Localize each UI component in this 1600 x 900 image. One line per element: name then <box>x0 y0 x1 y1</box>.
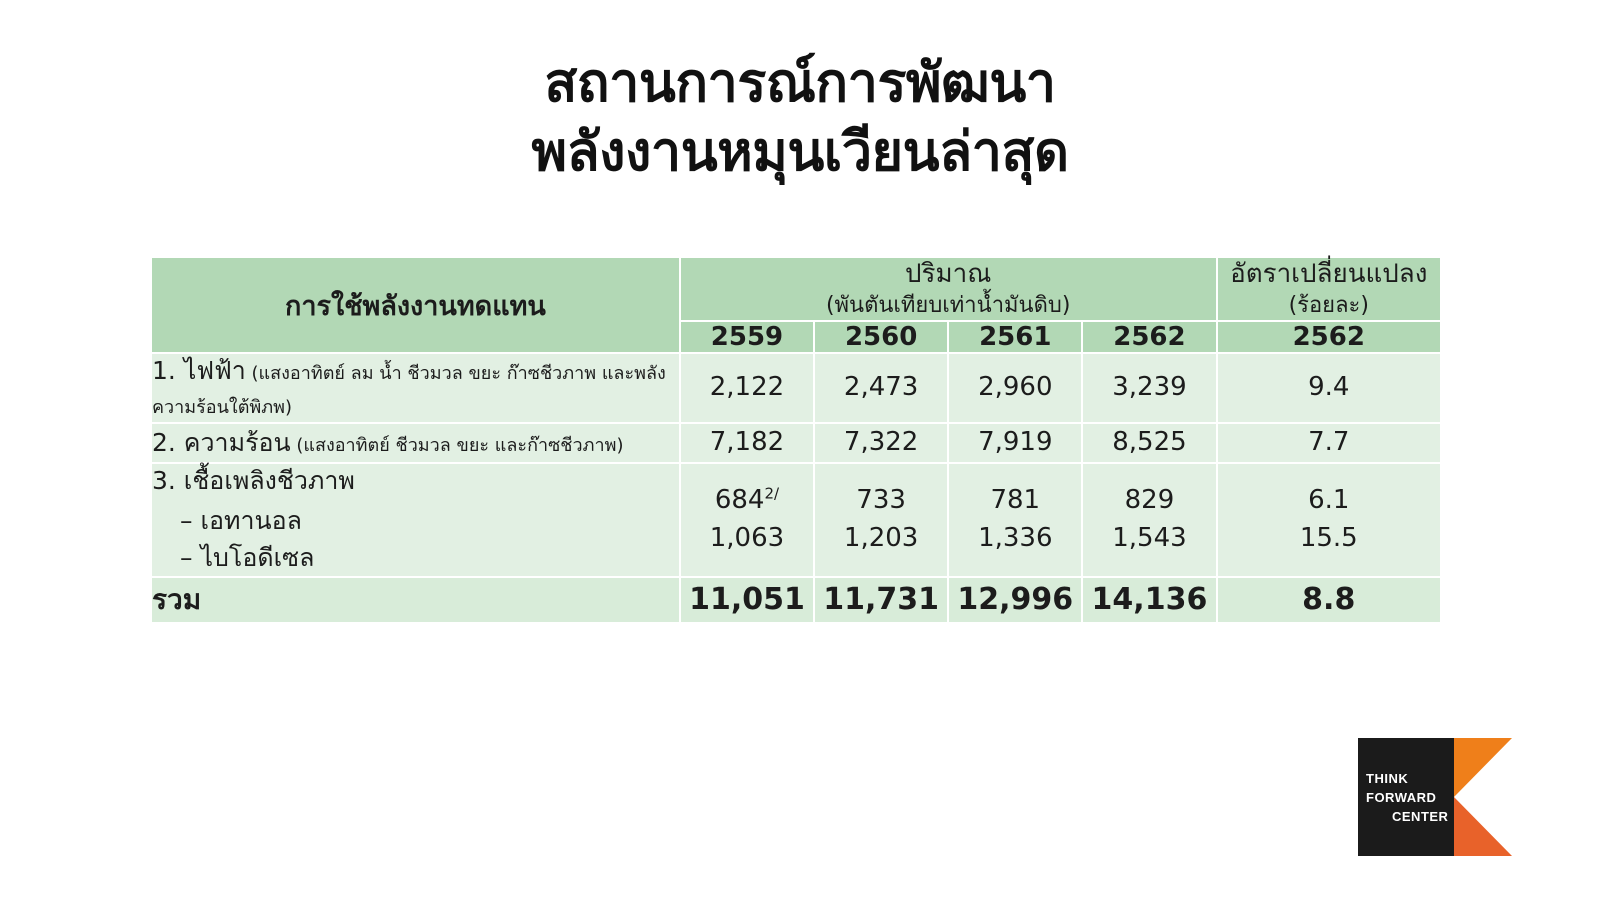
header-year-2562: 2562 <box>1082 321 1216 353</box>
cell-heat-2561: 7,919 <box>948 423 1082 463</box>
row-label-ethanol: – เอทานอล <box>180 506 302 536</box>
cell-ethanol-2559-value: 684 <box>714 485 765 516</box>
cell-ethanol-rate: 6.1 <box>1308 485 1350 516</box>
cell-ethanol-2560: 733 <box>856 485 906 516</box>
cell-heat-2562: 8,525 <box>1082 423 1216 463</box>
page-title <box>0 48 1600 186</box>
row-label-heat-main: 2. ความร้อน <box>152 427 291 457</box>
cell-biofuel-2561 <box>948 463 1082 577</box>
page-title-line-1: สถานการณ์การพัฒนา <box>544 51 1056 114</box>
cell-electricity-2562: 3,239 <box>1082 353 1216 423</box>
header-quantity-title: ปริมาณ <box>905 259 992 289</box>
row-label-biofuel <box>151 463 680 577</box>
logo-orange-top-wedge <box>1454 738 1512 797</box>
row-label-electricity-sub: (แสงอาทิตย์ ลม น้ำ ชีวมวล ขยะ ก๊าซชีวภาพ และพลังความร้อนใต้พิภพ) <box>152 363 666 419</box>
row-label-heat-sub: (แสงอาทิตย์ ชีวมวล ขยะ และก๊าซชีวภาพ) <box>290 434 624 456</box>
header-category: การใช้พลังงานทดแทน <box>151 257 680 353</box>
page-title-line-2: พลังงานหมุนเวียนล่าสุด <box>531 120 1069 184</box>
header-rate-title: อัตราเปลี่ยนแปลง <box>1230 259 1428 289</box>
row-label-heat <box>151 423 680 463</box>
cell-total-rate: 8.8 <box>1217 577 1441 623</box>
cell-electricity-2561: 2,960 <box>948 353 1082 423</box>
cell-biofuel-2560 <box>814 463 948 577</box>
cell-biodiesel-rate: 15.5 <box>1299 522 1358 553</box>
cell-biofuel-2562 <box>1082 463 1216 577</box>
cell-biodiesel-2560: 1,203 <box>843 522 919 553</box>
logo-word-think: THINK <box>1366 771 1409 786</box>
header-quantity-unit: (พันตันเทียบเท่าน้ำมันดิบ) <box>825 292 1071 318</box>
logo-word-forward: FORWARD <box>1366 789 1437 805</box>
cell-ethanol-2561: 781 <box>990 485 1041 516</box>
row-label-electricity <box>151 353 680 423</box>
row-label-biodiesel: – ไบโอดีเซล <box>180 542 315 572</box>
table-header-row-top <box>151 257 1441 321</box>
header-rate-year-2562: 2562 <box>1217 321 1441 353</box>
cell-heat-2560: 7,322 <box>814 423 948 463</box>
cell-electricity-rate: 9.4 <box>1217 353 1441 423</box>
header-year-2560: 2560 <box>814 321 948 353</box>
cell-biodiesel-2562: 1,543 <box>1112 522 1187 553</box>
renewable-energy-table <box>150 256 1442 624</box>
cell-total-2560: 11,731 <box>814 577 948 623</box>
cell-electricity-2559: 2,122 <box>680 353 814 423</box>
cell-heat-2559: 7,182 <box>680 423 814 463</box>
cell-biofuel-2559 <box>680 463 814 577</box>
cell-biodiesel-2561: 1,336 <box>978 522 1053 553</box>
header-year-2561: 2561 <box>948 321 1082 353</box>
logo-word-center: CENTER <box>1392 808 1449 824</box>
cell-biodiesel-2559: 1,063 <box>709 522 785 553</box>
logo-orange-bottom-wedge <box>1454 797 1512 856</box>
cell-ethanol-2559 <box>681 482 813 520</box>
row-label-biofuel-main: 3. เชื้อเพลิงชีวภาพ <box>152 465 355 495</box>
row-label-total: รวม <box>151 577 680 623</box>
cell-total-2561: 12,996 <box>948 577 1082 623</box>
cell-heat-rate: 7.7 <box>1217 423 1441 463</box>
table-row <box>151 423 1441 463</box>
table-total-row <box>151 577 1441 623</box>
think-forward-center-logo <box>1358 738 1528 856</box>
cell-biofuel-rate <box>1217 463 1441 577</box>
table-row <box>151 463 1441 577</box>
logo-wordmark <box>1366 770 1450 827</box>
cell-ethanol-2562: 829 <box>1124 485 1175 516</box>
cell-total-2559: 11,051 <box>680 577 814 623</box>
header-rate-unit: (ร้อยละ) <box>1288 292 1369 318</box>
header-year-2559: 2559 <box>680 321 814 353</box>
cell-total-2562: 14,136 <box>1082 577 1216 623</box>
header-quantity <box>680 257 1217 321</box>
footnote-marker: 2/ <box>764 484 780 503</box>
table-row <box>151 353 1441 423</box>
header-rate <box>1217 257 1441 321</box>
energy-table-container <box>150 256 1442 624</box>
cell-electricity-2560: 2,473 <box>814 353 948 423</box>
row-label-electricity-main: 1. ไฟฟ้า <box>152 356 246 386</box>
